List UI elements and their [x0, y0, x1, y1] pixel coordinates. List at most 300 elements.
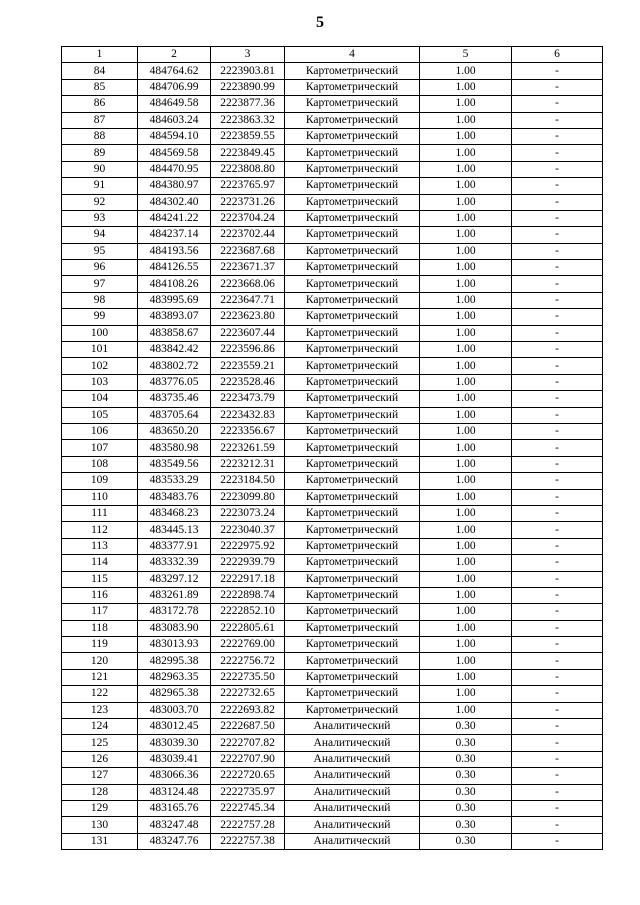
cell-method: Картометрический [285, 309, 420, 325]
cell-accuracy: 1.00 [420, 391, 512, 407]
table-row [62, 407, 603, 423]
table-row [62, 423, 603, 439]
cell-point-number: 86 [62, 96, 138, 112]
cell-description: - [512, 800, 603, 816]
cell-method: Картометрический [285, 669, 420, 685]
cell-coordinate-x: 484302.40 [138, 194, 211, 210]
cell-coordinate-x: 483172.78 [138, 604, 211, 620]
cell-coordinate-y: 2222769.00 [211, 637, 285, 653]
cell-coordinate-y: 2223668.06 [211, 276, 285, 292]
table-row [62, 653, 603, 669]
table-row [62, 63, 603, 79]
cell-description: - [512, 735, 603, 751]
table-row [62, 751, 603, 767]
cell-accuracy: 1.00 [420, 669, 512, 685]
cell-point-number: 123 [62, 702, 138, 718]
cell-coordinate-y: 2223212.31 [211, 456, 285, 472]
cell-description: - [512, 342, 603, 358]
cell-coordinate-y: 2223647.71 [211, 292, 285, 308]
cell-method: Картометрический [285, 407, 420, 423]
cell-coordinate-x: 483012.45 [138, 719, 211, 735]
cell-coordinate-y: 2223859.55 [211, 128, 285, 144]
cell-point-number: 103 [62, 374, 138, 390]
cell-method: Картометрический [285, 227, 420, 243]
cell-description: - [512, 538, 603, 554]
cell-method: Картометрический [285, 456, 420, 472]
cell-accuracy: 1.00 [420, 178, 512, 194]
cell-coordinate-x: 484706.99 [138, 79, 211, 95]
cell-coordinate-x: 483650.20 [138, 423, 211, 439]
cell-point-number: 85 [62, 79, 138, 95]
table-row [62, 309, 603, 325]
table-row [62, 96, 603, 112]
cell-coordinate-y: 2222939.79 [211, 555, 285, 571]
table-row [62, 538, 603, 554]
cell-accuracy: 0.30 [420, 735, 512, 751]
cell-coordinate-x: 484649.58 [138, 96, 211, 112]
coordinates-table [61, 46, 603, 850]
cell-point-number: 89 [62, 145, 138, 161]
cell-coordinate-y: 2223671.37 [211, 260, 285, 276]
cell-accuracy: 1.00 [420, 653, 512, 669]
cell-method: Картометрический [285, 243, 420, 259]
cell-description: - [512, 194, 603, 210]
cell-coordinate-x: 482965.38 [138, 686, 211, 702]
table-row [62, 833, 603, 849]
cell-accuracy: 1.00 [420, 128, 512, 144]
cell-coordinate-x: 484108.26 [138, 276, 211, 292]
cell-accuracy: 0.30 [420, 784, 512, 800]
table-row [62, 161, 603, 177]
table-row [62, 800, 603, 816]
cell-method: Картометрический [285, 555, 420, 571]
cell-coordinate-x: 484193.56 [138, 243, 211, 259]
cell-method: Картометрический [285, 178, 420, 194]
cell-coordinate-y: 2222693.82 [211, 702, 285, 718]
cell-point-number: 116 [62, 587, 138, 603]
cell-description: - [512, 489, 603, 505]
cell-coordinate-x: 484764.62 [138, 63, 211, 79]
cell-point-number: 126 [62, 751, 138, 767]
cell-coordinate-y: 2223432.83 [211, 407, 285, 423]
cell-coordinate-y: 2223731.26 [211, 194, 285, 210]
cell-method: Картометрический [285, 96, 420, 112]
cell-coordinate-x: 483842.42 [138, 342, 211, 358]
cell-accuracy: 1.00 [420, 555, 512, 571]
cell-point-number: 100 [62, 325, 138, 341]
column-header-2: 2 [138, 47, 211, 63]
cell-method: Аналитический [285, 784, 420, 800]
cell-coordinate-x: 483003.70 [138, 702, 211, 718]
cell-description: - [512, 833, 603, 849]
cell-method: Картометрический [285, 637, 420, 653]
cell-accuracy: 1.00 [420, 161, 512, 177]
cell-coordinate-x: 483735.46 [138, 391, 211, 407]
cell-method: Картометрический [285, 538, 420, 554]
column-header-3: 3 [211, 47, 285, 63]
cell-coordinate-y: 2223073.24 [211, 505, 285, 521]
cell-coordinate-x: 483995.69 [138, 292, 211, 308]
cell-point-number: 105 [62, 407, 138, 423]
cell-description: - [512, 210, 603, 226]
table-row [62, 817, 603, 833]
cell-method: Аналитический [285, 768, 420, 784]
cell-method: Аналитический [285, 751, 420, 767]
cell-method: Картометрический [285, 161, 420, 177]
table-row [62, 620, 603, 636]
table-row [62, 473, 603, 489]
cell-accuracy: 1.00 [420, 194, 512, 210]
cell-method: Картометрический [285, 128, 420, 144]
cell-point-number: 108 [62, 456, 138, 472]
cell-coordinate-y: 2223849.45 [211, 145, 285, 161]
cell-description: - [512, 571, 603, 587]
cell-coordinate-y: 2223877.36 [211, 96, 285, 112]
cell-accuracy: 1.00 [420, 407, 512, 423]
cell-coordinate-y: 2223890.99 [211, 79, 285, 95]
cell-method: Картометрический [285, 79, 420, 95]
cell-accuracy: 1.00 [420, 145, 512, 161]
cell-point-number: 119 [62, 637, 138, 653]
table-row [62, 374, 603, 390]
table-row [62, 555, 603, 571]
table-row [62, 276, 603, 292]
cell-accuracy: 1.00 [420, 260, 512, 276]
table-row [62, 505, 603, 521]
cell-description: - [512, 145, 603, 161]
cell-coordinate-y: 2223704.24 [211, 210, 285, 226]
table-row [62, 112, 603, 128]
table-row [62, 243, 603, 259]
cell-description: - [512, 260, 603, 276]
cell-accuracy: 0.30 [420, 800, 512, 816]
cell-coordinate-y: 2222756.72 [211, 653, 285, 669]
cell-description: - [512, 423, 603, 439]
cell-coordinate-y: 2223863.32 [211, 112, 285, 128]
cell-point-number: 114 [62, 555, 138, 571]
cell-coordinate-x: 483858.67 [138, 325, 211, 341]
cell-description: - [512, 440, 603, 456]
cell-point-number: 94 [62, 227, 138, 243]
cell-point-number: 95 [62, 243, 138, 259]
cell-coordinate-y: 2223528.46 [211, 374, 285, 390]
cell-accuracy: 1.00 [420, 686, 512, 702]
cell-accuracy: 1.00 [420, 112, 512, 128]
cell-accuracy: 1.00 [420, 63, 512, 79]
cell-coordinate-x: 482963.35 [138, 669, 211, 685]
cell-coordinate-y: 2223808.80 [211, 161, 285, 177]
cell-point-number: 107 [62, 440, 138, 456]
cell-coordinate-y: 2223356.67 [211, 423, 285, 439]
cell-description: - [512, 473, 603, 489]
cell-point-number: 92 [62, 194, 138, 210]
cell-accuracy: 1.00 [420, 538, 512, 554]
cell-point-number: 115 [62, 571, 138, 587]
cell-method: Аналитический [285, 833, 420, 849]
cell-method: Картометрический [285, 440, 420, 456]
table-row [62, 210, 603, 226]
cell-point-number: 101 [62, 342, 138, 358]
cell-coordinate-x: 483013.93 [138, 637, 211, 653]
cell-method: Картометрический [285, 63, 420, 79]
cell-accuracy: 1.00 [420, 342, 512, 358]
cell-coordinate-y: 2222917.18 [211, 571, 285, 587]
table-row [62, 768, 603, 784]
cell-point-number: 117 [62, 604, 138, 620]
cell-method: Картометрический [285, 260, 420, 276]
cell-description: - [512, 768, 603, 784]
cell-point-number: 106 [62, 423, 138, 439]
cell-method: Картометрический [285, 702, 420, 718]
cell-description: - [512, 637, 603, 653]
cell-accuracy: 1.00 [420, 522, 512, 538]
cell-point-number: 118 [62, 620, 138, 636]
cell-accuracy: 1.00 [420, 227, 512, 243]
cell-accuracy: 1.00 [420, 587, 512, 603]
cell-description: - [512, 686, 603, 702]
cell-method: Картометрический [285, 489, 420, 505]
cell-point-number: 87 [62, 112, 138, 128]
cell-coordinate-x: 484380.97 [138, 178, 211, 194]
cell-coordinate-x: 484237.14 [138, 227, 211, 243]
cell-description: - [512, 587, 603, 603]
cell-method: Картометрический [285, 604, 420, 620]
table-row [62, 571, 603, 587]
cell-method: Аналитический [285, 800, 420, 816]
table-row [62, 489, 603, 505]
cell-accuracy: 1.00 [420, 620, 512, 636]
cell-coordinate-y: 2222745.34 [211, 800, 285, 816]
cell-accuracy: 0.30 [420, 751, 512, 767]
cell-method: Картометрический [285, 210, 420, 226]
cell-coordinate-x: 483533.29 [138, 473, 211, 489]
cell-coordinate-y: 2222707.82 [211, 735, 285, 751]
cell-description: - [512, 276, 603, 292]
cell-accuracy: 1.00 [420, 456, 512, 472]
cell-point-number: 130 [62, 817, 138, 833]
table-row [62, 686, 603, 702]
column-header-1: 1 [62, 47, 138, 63]
cell-point-number: 122 [62, 686, 138, 702]
cell-description: - [512, 374, 603, 390]
cell-accuracy: 1.00 [420, 309, 512, 325]
cell-accuracy: 1.00 [420, 702, 512, 718]
table-row [62, 604, 603, 620]
cell-point-number: 109 [62, 473, 138, 489]
cell-coordinate-x: 484603.24 [138, 112, 211, 128]
cell-point-number: 131 [62, 833, 138, 849]
cell-coordinate-y: 2222687.50 [211, 719, 285, 735]
cell-accuracy: 0.30 [420, 768, 512, 784]
cell-coordinate-x: 483066.36 [138, 768, 211, 784]
cell-coordinate-y: 2223596.86 [211, 342, 285, 358]
table-row [62, 79, 603, 95]
cell-method: Картометрический [285, 145, 420, 161]
cell-description: - [512, 653, 603, 669]
cell-point-number: 112 [62, 522, 138, 538]
table-row [62, 178, 603, 194]
cell-description: - [512, 243, 603, 259]
cell-coordinate-y: 2223765.97 [211, 178, 285, 194]
cell-description: - [512, 555, 603, 571]
cell-method: Картометрический [285, 423, 420, 439]
cell-point-number: 128 [62, 784, 138, 800]
cell-coordinate-x: 483039.41 [138, 751, 211, 767]
cell-method: Картометрический [285, 325, 420, 341]
cell-description: - [512, 79, 603, 95]
cell-accuracy: 1.00 [420, 243, 512, 259]
table-row [62, 669, 603, 685]
table-row [62, 637, 603, 653]
cell-coordinate-x: 483549.56 [138, 456, 211, 472]
column-header-4: 4 [285, 47, 420, 63]
cell-coordinate-x: 483083.90 [138, 620, 211, 636]
cell-accuracy: 0.30 [420, 817, 512, 833]
cell-coordinate-x: 483332.39 [138, 555, 211, 571]
cell-method: Аналитический [285, 817, 420, 833]
cell-method: Картометрический [285, 522, 420, 538]
cell-method: Картометрический [285, 374, 420, 390]
cell-point-number: 127 [62, 768, 138, 784]
cell-point-number: 125 [62, 735, 138, 751]
cell-method: Картометрический [285, 276, 420, 292]
cell-coordinate-y: 2223099.80 [211, 489, 285, 505]
cell-accuracy: 1.00 [420, 276, 512, 292]
cell-point-number: 99 [62, 309, 138, 325]
table-header [62, 47, 603, 63]
cell-coordinate-x: 484594.10 [138, 128, 211, 144]
cell-point-number: 88 [62, 128, 138, 144]
table-row [62, 587, 603, 603]
table-row [62, 292, 603, 308]
cell-accuracy: 1.00 [420, 358, 512, 374]
cell-point-number: 129 [62, 800, 138, 816]
table-row [62, 391, 603, 407]
cell-accuracy: 1.00 [420, 473, 512, 489]
cell-coordinate-y: 2223473.79 [211, 391, 285, 407]
table-row [62, 702, 603, 718]
cell-coordinate-x: 484569.58 [138, 145, 211, 161]
cell-coordinate-x: 483297.12 [138, 571, 211, 587]
cell-description: - [512, 456, 603, 472]
cell-method: Картометрический [285, 473, 420, 489]
cell-coordinate-x: 483165.76 [138, 800, 211, 816]
cell-coordinate-y: 2223040.37 [211, 522, 285, 538]
cell-coordinate-y: 2222707.90 [211, 751, 285, 767]
cell-point-number: 84 [62, 63, 138, 79]
table-row [62, 719, 603, 735]
cell-method: Аналитический [285, 719, 420, 735]
cell-accuracy: 0.30 [420, 833, 512, 849]
table-row [62, 128, 603, 144]
cell-point-number: 90 [62, 161, 138, 177]
cell-point-number: 91 [62, 178, 138, 194]
cell-description: - [512, 407, 603, 423]
cell-coordinate-x: 483580.98 [138, 440, 211, 456]
cell-coordinate-y: 2223261.59 [211, 440, 285, 456]
cell-coordinate-x: 484126.55 [138, 260, 211, 276]
cell-accuracy: 1.00 [420, 210, 512, 226]
cell-accuracy: 1.00 [420, 96, 512, 112]
table-row [62, 145, 603, 161]
cell-coordinate-x: 483124.48 [138, 784, 211, 800]
column-header-5: 5 [420, 47, 512, 63]
table-row [62, 194, 603, 210]
cell-method: Картометрический [285, 653, 420, 669]
cell-point-number: 97 [62, 276, 138, 292]
cell-accuracy: 0.30 [420, 719, 512, 735]
cell-coordinate-y: 2223607.44 [211, 325, 285, 341]
cell-point-number: 111 [62, 505, 138, 521]
cell-description: - [512, 227, 603, 243]
cell-coordinate-y: 2222975.92 [211, 538, 285, 554]
cell-description: - [512, 620, 603, 636]
table-row [62, 342, 603, 358]
header-row [62, 47, 603, 63]
cell-description: - [512, 309, 603, 325]
cell-point-number: 120 [62, 653, 138, 669]
cell-description: - [512, 719, 603, 735]
cell-point-number: 121 [62, 669, 138, 685]
cell-accuracy: 1.00 [420, 571, 512, 587]
cell-description: - [512, 522, 603, 538]
cell-method: Картометрический [285, 112, 420, 128]
table-row [62, 227, 603, 243]
cell-accuracy: 1.00 [420, 489, 512, 505]
cell-point-number: 104 [62, 391, 138, 407]
cell-accuracy: 1.00 [420, 604, 512, 620]
cell-coordinate-y: 2222720.65 [211, 768, 285, 784]
cell-coordinate-y: 2222735.97 [211, 784, 285, 800]
cell-description: - [512, 178, 603, 194]
cell-point-number: 110 [62, 489, 138, 505]
cell-accuracy: 1.00 [420, 637, 512, 653]
cell-coordinate-x: 483893.07 [138, 309, 211, 325]
cell-method: Картометрический [285, 505, 420, 521]
table-row [62, 358, 603, 374]
cell-point-number: 113 [62, 538, 138, 554]
cell-coordinate-x: 484470.95 [138, 161, 211, 177]
cell-method: Картометрический [285, 391, 420, 407]
table-body [62, 63, 603, 850]
cell-coordinate-x: 482995.38 [138, 653, 211, 669]
cell-description: - [512, 325, 603, 341]
cell-coordinate-y: 2222805.61 [211, 620, 285, 636]
cell-description: - [512, 292, 603, 308]
cell-description: - [512, 669, 603, 685]
cell-description: - [512, 505, 603, 521]
cell-description: - [512, 751, 603, 767]
cell-method: Картометрический [285, 358, 420, 374]
cell-coordinate-x: 483776.05 [138, 374, 211, 390]
cell-coordinate-y: 2222757.38 [211, 833, 285, 849]
cell-coordinate-x: 483802.72 [138, 358, 211, 374]
cell-point-number: 96 [62, 260, 138, 276]
cell-description: - [512, 604, 603, 620]
cell-coordinate-y: 2223687.68 [211, 243, 285, 259]
cell-coordinate-x: 483039.30 [138, 735, 211, 751]
cell-accuracy: 1.00 [420, 505, 512, 521]
cell-coordinate-y: 2222735.50 [211, 669, 285, 685]
cell-coordinate-y: 2223184.50 [211, 473, 285, 489]
column-header-6: 6 [512, 47, 603, 63]
cell-accuracy: 1.00 [420, 440, 512, 456]
cell-coordinate-x: 483377.91 [138, 538, 211, 554]
cell-coordinate-y: 2222852.10 [211, 604, 285, 620]
cell-point-number: 93 [62, 210, 138, 226]
cell-description: - [512, 161, 603, 177]
cell-description: - [512, 358, 603, 374]
